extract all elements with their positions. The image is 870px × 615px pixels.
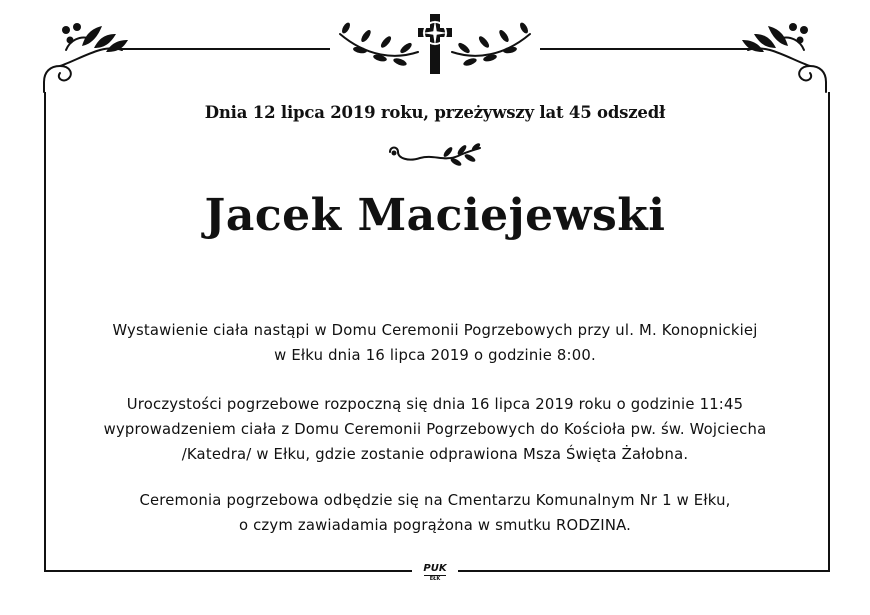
paragraph-line: /Katedra/ w Ełku, gdzie zostanie odprawiona Msza Święta Żałobna. bbox=[181, 446, 689, 463]
paragraph-line: Ceremonia pogrzebowa odbędzie się na Cmentarzu Komunalnym Nr 1 w Ełku, bbox=[139, 492, 731, 509]
paragraph-line: Wystawienie ciała nastąpi w Domu Ceremonii Pogrzebowych przy ul. M. Konopnickiej bbox=[112, 322, 758, 339]
flourish-icon bbox=[386, 142, 484, 170]
death-date-line: Dnia 12 lipca 2019 roku, przeżywszy lat 45 odszedł bbox=[204, 103, 666, 122]
paragraph-line: Uroczystości pogrzebowe rozpoczną się dnia 16 lipca 2019 roku o godzinie 11:45 bbox=[126, 396, 744, 413]
logo-text-top: PUK bbox=[423, 563, 447, 574]
deceased-name: Jacek Maciejewski bbox=[204, 190, 666, 241]
paragraph-line: wyprowadzeniem ciała z Domu Ceremonii Pogrzebowych do Kościoła pw. św. Wojciecha bbox=[103, 421, 767, 438]
top-rule-left bbox=[112, 48, 330, 50]
corner-scroll-icon bbox=[36, 16, 136, 94]
company-logo bbox=[412, 560, 458, 584]
paragraph-viewing bbox=[0, 318, 870, 368]
paragraph-ceremony bbox=[0, 392, 870, 467]
corner-scroll-icon bbox=[734, 16, 834, 94]
cross-icon bbox=[334, 12, 536, 78]
logo-text-bottom: EŁK bbox=[424, 575, 446, 582]
top-rule-right bbox=[540, 48, 758, 50]
paragraph-burial bbox=[0, 488, 870, 538]
paragraph-line: o czym zawiadamia pogrążona w smutku RODZINA. bbox=[238, 517, 632, 534]
paragraph-line: w Ełku dnia 16 lipca 2019 o godzinie 8:00. bbox=[274, 347, 596, 364]
